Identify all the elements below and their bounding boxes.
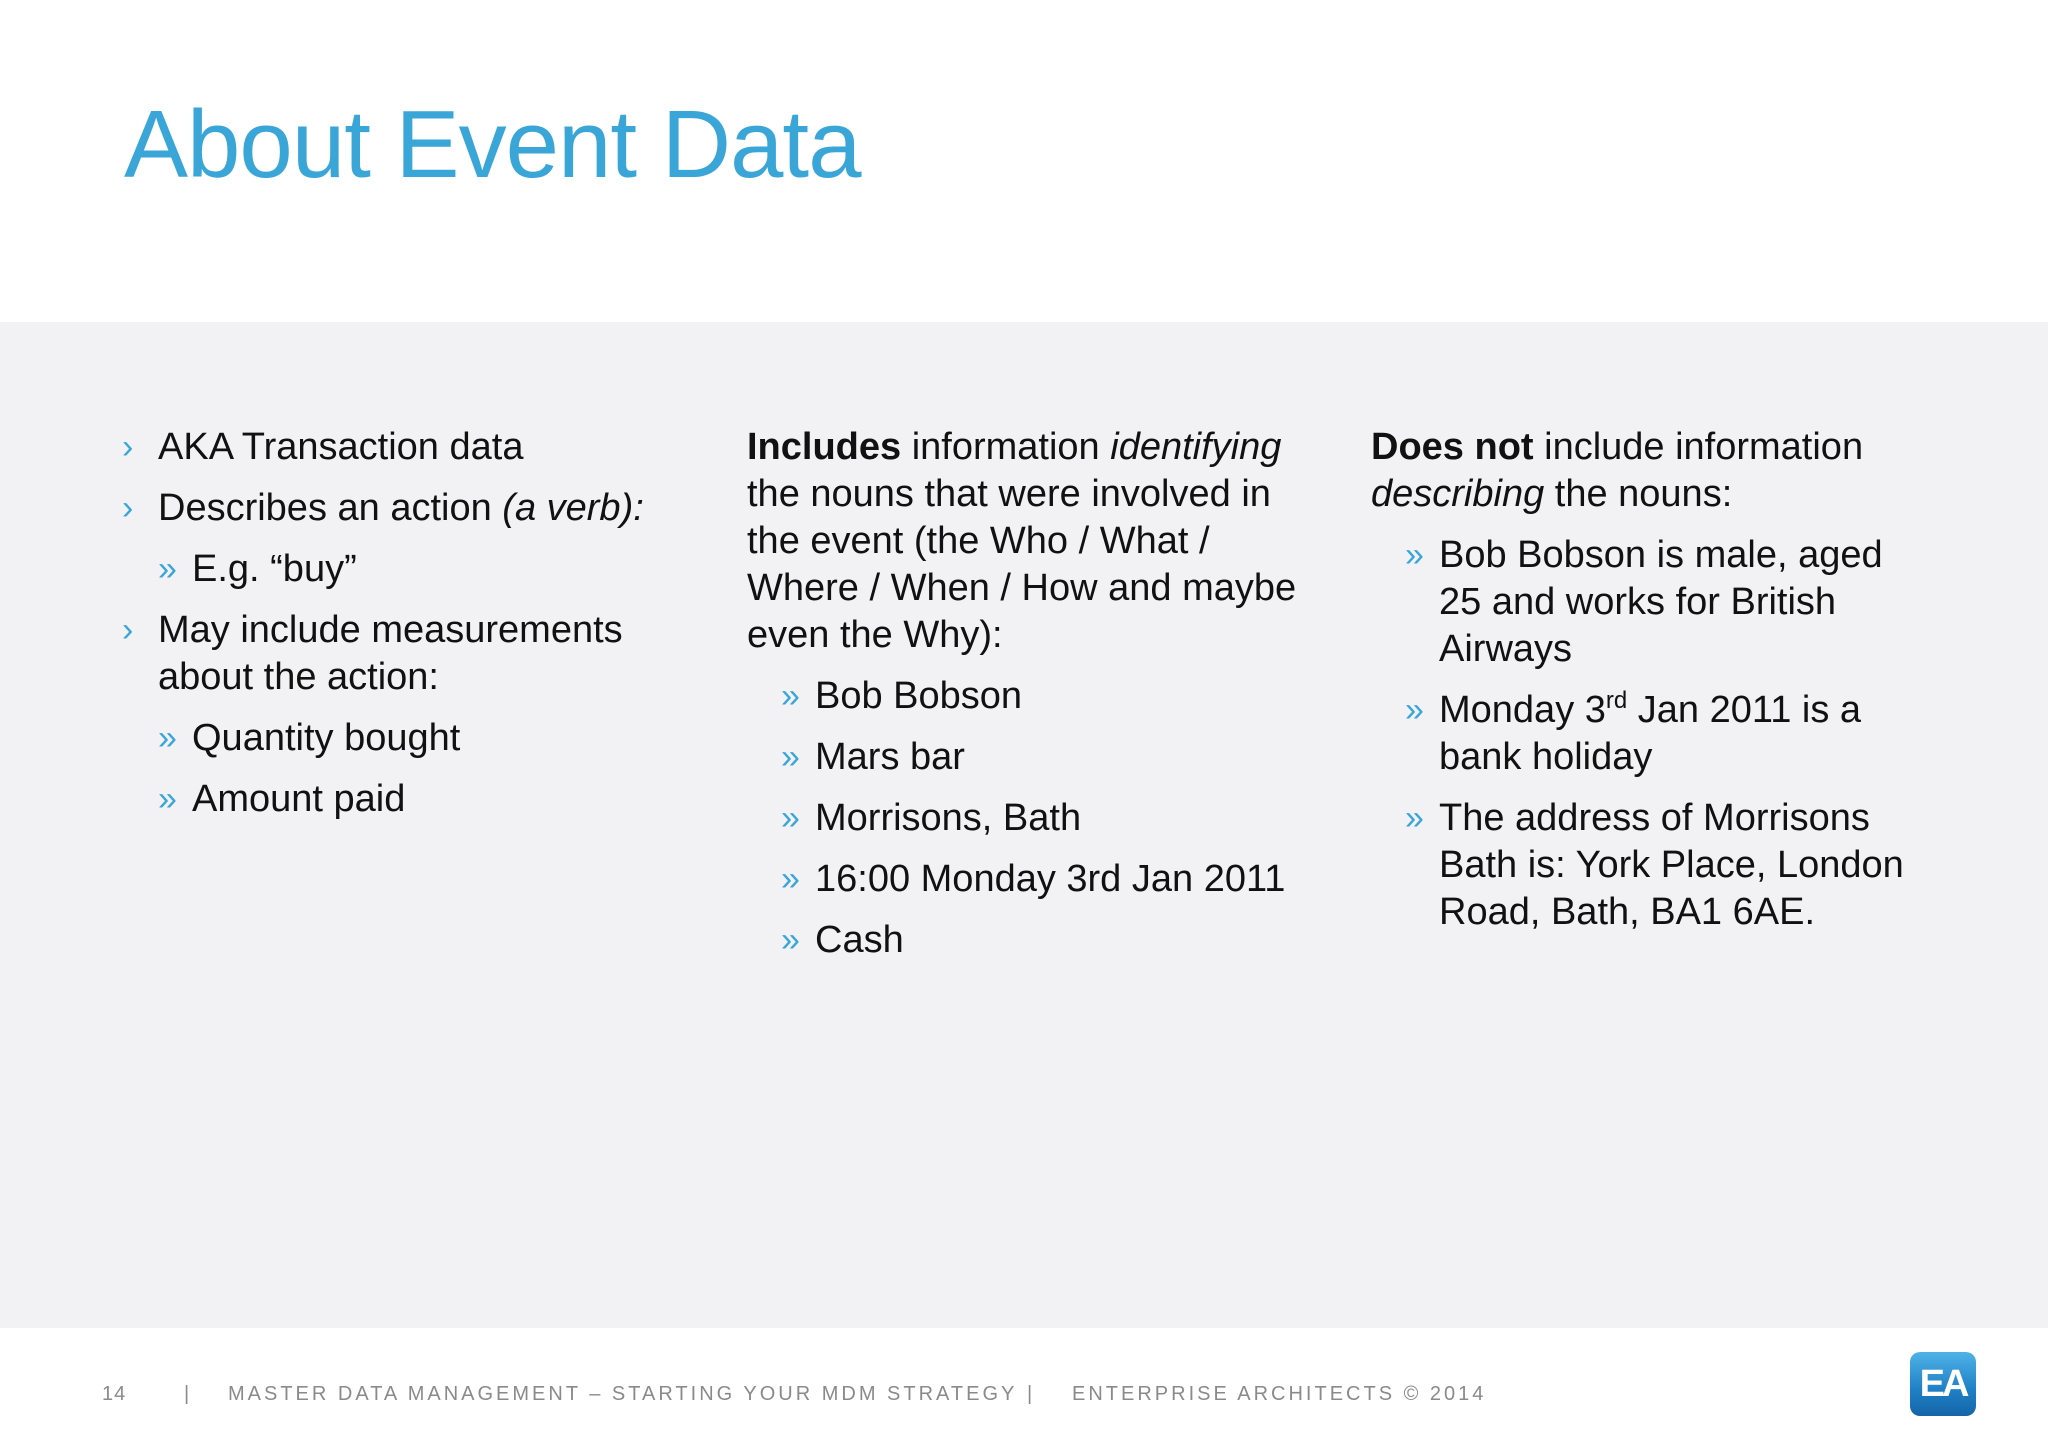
list-item-text: AKA Transaction data: [158, 426, 524, 468]
page-number: 14: [102, 1383, 127, 1405]
sub-list-item: [158, 776, 682, 823]
column-middle: [747, 424, 1327, 978]
intro-rest: the nouns that were involved in the event (the Who / What / Where / When / How and maybe even the Why):: [747, 473, 1297, 656]
footer-separator: |: [184, 1383, 193, 1405]
sub-list-item: [158, 546, 682, 593]
sub-list-item-text: Morrisons, Bath: [815, 797, 1082, 839]
double-chevron-bullet-icon: »: [158, 550, 177, 588]
sub-list-item: [1405, 687, 1931, 781]
footer-separator: |: [1027, 1383, 1036, 1405]
sub-list-item-text-post: Jan 2011 is a bank holiday: [1439, 689, 1862, 778]
bullet-list: [122, 424, 682, 823]
list-item-text: Describes an action: [158, 487, 503, 529]
sub-list-item-text: The address of Morrisons Bath is: York Place, London Road, Bath, BA1 6AE.: [1439, 797, 1904, 933]
sub-list-item-text-pre: Monday 3: [1439, 689, 1606, 731]
sub-list-item: [781, 673, 1327, 720]
footer-presentation-title: MASTER DATA MANAGEMENT – STARTING YOUR MDM STRATEGY: [228, 1383, 1018, 1405]
double-chevron-bullet-icon: »: [1405, 691, 1424, 729]
intro-italic: identifying: [1110, 426, 1282, 468]
double-chevron-bullet-icon: »: [158, 719, 177, 757]
intro-paragraph: [747, 424, 1327, 659]
double-chevron-bullet-icon: »: [781, 921, 800, 959]
sub-list-item: [781, 795, 1327, 842]
chevron-bullet-icon: ›: [122, 611, 134, 649]
sub-list-item-text: [1439, 689, 1861, 778]
intro-italic: describing: [1371, 473, 1545, 515]
sub-list: [158, 546, 682, 593]
sub-list-item: [781, 856, 1327, 903]
double-chevron-bullet-icon: »: [158, 780, 177, 818]
sub-list: [781, 673, 1327, 964]
ea-logo-icon: EA: [1910, 1352, 1976, 1416]
intro-rest: the nouns:: [1544, 473, 1733, 515]
sub-list: [158, 715, 682, 823]
intro-bold: Includes: [747, 426, 902, 468]
list-item: [122, 607, 682, 823]
double-chevron-bullet-icon: »: [781, 799, 800, 837]
intro-text: information: [901, 426, 1111, 468]
sub-list-item-text: Quantity bought: [192, 717, 461, 759]
sub-list-item-text: Amount paid: [192, 778, 406, 820]
chevron-bullet-icon: ›: [122, 489, 134, 527]
footer-copyright: ENTERPRISE ARCHITECTS © 2014: [1072, 1383, 1487, 1405]
list-item: [122, 485, 682, 593]
slide-header: [0, 0, 2048, 322]
sub-list-item-text: Cash: [815, 919, 904, 961]
slide-footer: [0, 1328, 2048, 1448]
intro-bold: Does not: [1371, 426, 1534, 468]
intro-text: include information: [1533, 426, 1864, 468]
list-item-italic: (a verb):: [502, 487, 644, 529]
sub-list-item: [1405, 532, 1931, 673]
sub-list-item: [158, 715, 682, 762]
double-chevron-bullet-icon: »: [781, 738, 800, 776]
chevron-bullet-icon: ›: [122, 428, 134, 466]
slide-title: About Event Data: [124, 91, 861, 198]
double-chevron-bullet-icon: »: [1405, 799, 1424, 837]
double-chevron-bullet-icon: »: [781, 860, 800, 898]
list-item: [122, 424, 682, 471]
sub-list-item: [1405, 795, 1931, 936]
double-chevron-bullet-icon: »: [1405, 536, 1424, 574]
sub-list: [1405, 532, 1931, 936]
sub-list-item-text: 16:00 Monday 3rd Jan 2011: [815, 858, 1286, 900]
list-item-text: May include measurements about the action:: [158, 609, 623, 698]
sub-list-item-text: Mars bar: [815, 736, 965, 778]
sub-list-item: [781, 734, 1327, 781]
slide-content: [0, 322, 2048, 1328]
column-right: [1371, 424, 1931, 950]
sub-list-item-text: Bob Bobson is male, aged 25 and works for British Airways: [1439, 534, 1883, 670]
sub-list-item-text: E.g. “buy”: [192, 548, 357, 590]
column-left: [122, 424, 682, 837]
intro-paragraph: [1371, 424, 1931, 518]
double-chevron-bullet-icon: »: [781, 677, 800, 715]
sub-list-item-text: Bob Bobson: [815, 675, 1023, 717]
sub-list-item: [781, 917, 1327, 964]
ordinal-suffix: rd: [1605, 687, 1628, 714]
